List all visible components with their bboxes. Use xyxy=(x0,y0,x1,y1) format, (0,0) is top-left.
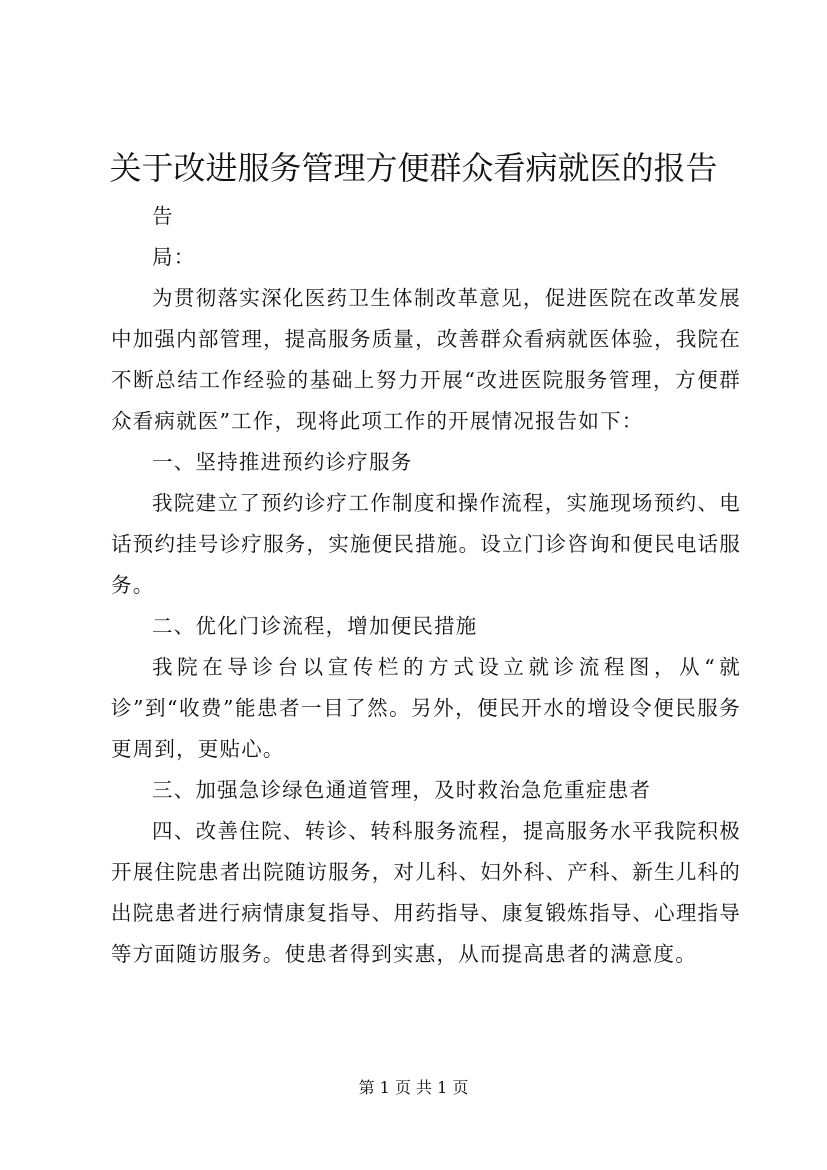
paragraph-section-1: 我院建立了预约诊疗工作制度和操作流程，实施现场预约、电话预约挂号诊疗服务，实施便民措施。设立门诊咨询和便民电话服务。 xyxy=(111,491,741,597)
paragraph-section-2: 我院在导诊台以宣传栏的方式设立就诊流程图，从“就诊”到“收费”能患者一目了然。另外，便民开水的增设令便民服务更周到，更贴心。 xyxy=(111,655,741,761)
paragraph-intro: 为贯彻落实深化医药卫生体制改革意见，促进医院在改革发展中加强内部管理，提高服务质量，改善群众看病就医体验，我院在不断总结工作经验的基础上努力开展“改进医院服务管理，方便群众看病就医”工作，现将此项工作的开展情况报告如下： xyxy=(111,286,741,433)
document-body xyxy=(111,196,741,975)
paragraph-salutation-1: 告 xyxy=(152,204,174,228)
page-number-footer: 第 1 页 共 1 页 xyxy=(358,1078,469,1097)
paragraph-section-4: 四、改善住院、转诊、转科服务流程，提高服务水平我院积极开展住院患者出院随访服务，对儿科、妇外科、产科、新生儿科的出院患者进行病情康复指导、用药指导、康复锻炼指导、心理指导等方面随访服务。使患者得到实惠，从而提高患者的满意度。 xyxy=(111,819,741,966)
section-heading-3: 三、加强急诊绿色通道管理，及时救治急危重症患者 xyxy=(152,778,652,802)
section-heading-2: 二、优化门诊流程，增加便民措施 xyxy=(152,614,478,638)
section-heading-1: 一、坚持推进预约诊疗服务 xyxy=(152,450,413,474)
paragraph-salutation-2: 局： xyxy=(152,245,196,269)
document-title: 关于改进服务管理方便群众看病就医的报告 xyxy=(109,149,718,187)
